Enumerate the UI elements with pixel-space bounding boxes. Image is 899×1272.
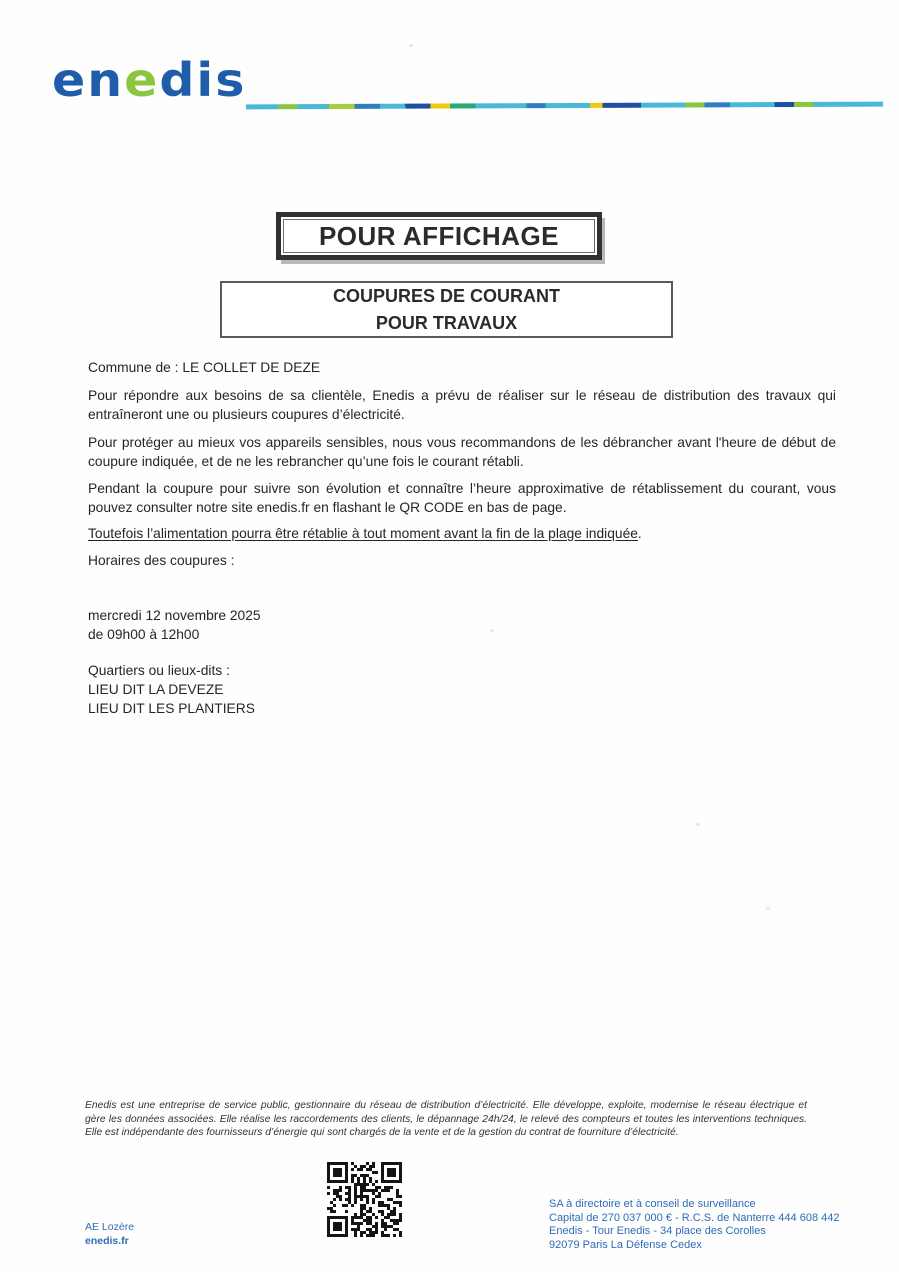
place-item-2: LIEU DIT LES PLANTIERS — [88, 701, 255, 716]
enedis-website: enedis.fr — [85, 1234, 129, 1247]
agency-block — [85, 1221, 134, 1248]
qr-code-icon — [327, 1162, 402, 1237]
commune-line: Commune de : LE COLLET DE DEZE — [88, 360, 321, 375]
places-label: Quartiers ou lieux-dits : — [88, 663, 230, 678]
paragraph-qr-info: Pendant la coupure pour suivre son évolution et connaître l’heure approximative de rétablissement du courant, vous pouvez consulter notre site enedis.fr en flashant le QR CODE en bas de page. — [88, 481, 836, 515]
place-item-1: LIEU DIT LA DEVEZE — [88, 682, 224, 697]
paragraph-works-notice: Pour répondre aux besoins de sa clientèle, Enedis a prévu de réaliser sur le réseau de distribution des travaux qui entraîneront une ou plusieurs coupures d’électricité. — [88, 388, 836, 422]
brand-color-stripe — [246, 102, 883, 110]
agency-name: AE Lozère — [85, 1221, 135, 1233]
scan-artifact — [696, 823, 700, 826]
enedis-logo — [52, 53, 247, 108]
outage-title-line2: POUR TRAVAUX — [375, 312, 518, 333]
legal-fine-print: Enedis est une entreprise de service public, gestionnaire du réseau de distribution d’électricité. Elle développe, exploite, modernise le réseau électrique et gère les données associées. Elle réalise les raccordements des clients, le dépannage 24h/24, le relevé des compteurs et toutes les interventions techniques. Elle est indépendante des fournisseurs d’énergie qui sont chargés de la vente et de la gestion du contrat de fourniture d’électricité. — [85, 1100, 807, 1138]
company-line-city: 92079 Paris La Défense Cedex — [549, 1238, 702, 1251]
scan-artifact — [490, 629, 494, 632]
restoration-notice-period: . — [637, 526, 642, 541]
enedis-logo-green-e: e — [124, 53, 160, 108]
scan-artifact — [409, 44, 413, 47]
outage-title-box — [220, 281, 673, 338]
scan-artifact — [766, 907, 770, 910]
affichage-title: POUR AFFICHAGE — [318, 220, 560, 251]
enedis-logo-text-end: dis — [159, 53, 247, 108]
affichage-title-box — [276, 212, 602, 260]
company-line-governance: SA à directoire et à conseil de surveillance — [549, 1198, 756, 1210]
enedis-logo-text: en — [52, 53, 125, 108]
schedule-time: de 09h00 à 12h00 — [88, 627, 200, 642]
schedule-label: Horaires des coupures : — [88, 553, 235, 568]
paragraph-appliance-advice: Pour protéger au mieux vos appareils sensibles, nous vous recommandons de les débrancher avant l'heure de début de coupure indiquée, et de ne les rebrancher qu’une fois le courant rétabli. — [88, 435, 836, 469]
restoration-notice-underlined: Toutefois l’alimentation pourra être rétablie à tout moment avant la fin de la plage indiquée — [88, 526, 638, 541]
outage-title-line1: COUPURES DE COURANT — [332, 286, 560, 307]
affichage-title-inner-frame — [283, 219, 595, 253]
restoration-notice — [88, 524, 836, 543]
schedule-date: mercredi 12 novembre 2025 — [88, 608, 261, 623]
company-address-block — [549, 1198, 839, 1252]
company-line-address: Enedis - Tour Enedis - 34 place des Corolles — [549, 1225, 766, 1238]
company-line-capital: Capital de 270 037 000 € - R.C.S. de Nanterre 444 608 442 — [549, 1211, 840, 1224]
